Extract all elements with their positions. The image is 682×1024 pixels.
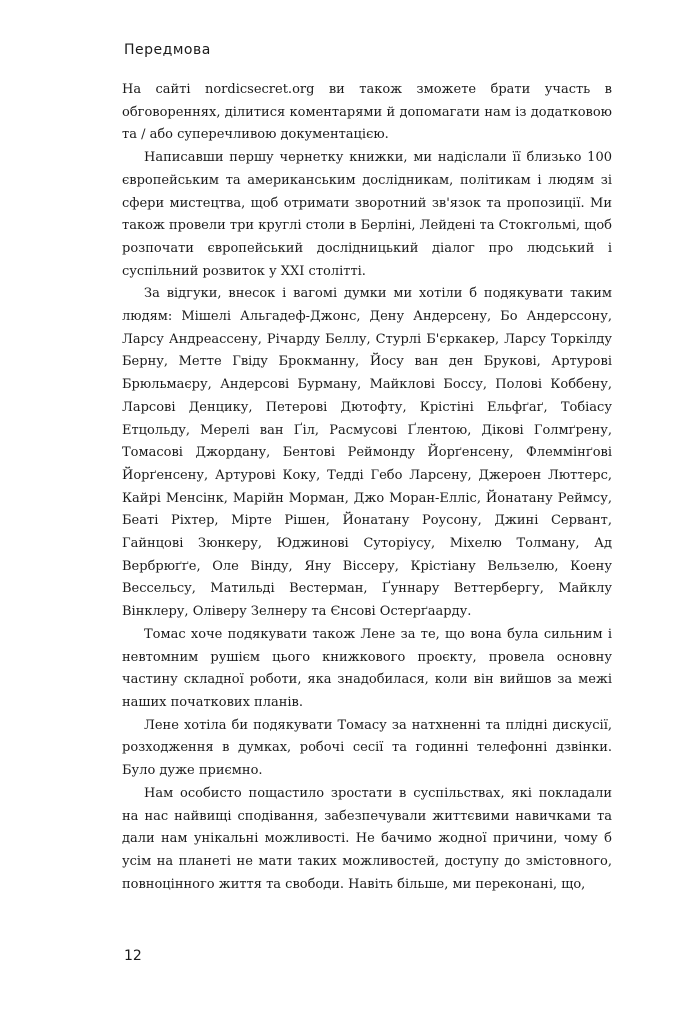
running-head: Передмова [124,42,211,58]
paragraph: За відгуки, внесок і вагомі думки ми хотіли б подякувати таким людям: Мішелі Альгадеф-Джонс, Дену Андерсену, Бо Андерссону, Ларсу Андреассену, Річарду Беллу, Стурлі Б'єркакер, Ларсу Торкілду Берну, Метте Гвіду Брокманну, Йосу ван ден Брукові, Артурові Брюльмаєру, Андерсові Бурману, Майклові Боссу, Полові Коббену, Ларсові Денцику, Петерові Дютофту, Крістіні Ельфґаґ, Тобіасу Етцольду, Мерелі ван Ґіл, Расмусові Ґлентою, Дікові Голмґрену, Томасові Джордану, Бентові Реймонду Йорґенсену, Флеммінґові Йорґенсену, Артурові Коку, Тедді Гебо Ларсену, Джероен Люттерс, Кайрі Менсінк, Марійн Морман, Джо Моран-Елліс, Йонатану Реймсу, Беаті Ріхтер, Мірте Рішен, Йонатану Роусону, Джині Сервант, Гайнцові Зюнкеру, Юджинові Суторіусу, Міхелю Толману, Ад Вербрюґґе, Оле Вінду, Яну Віссеру, Крістіану Вельзелю, Коену Вессельсу, Матильді Вестерман, Ґуннару Веттербергу, Майклу Вінклеру, Оліверу Зелнеру та Єнсові Остерґаарду. [122,286,612,620]
paragraph: Написавши першу чернетку книжки, ми надіслали її близько 100 європейським та американським дослідникам, політикам і людям зі сфери мистецтва, щоб отримати зворотний зв'язок та пропозиції. Ми також провели три круглі столи в Берліні, Лейдені та Стокгольмі, щоб розпочати європейський дослідницький діалог про людський і суспільний розвиток у XXI столітті. [122,150,612,279]
paragraph: Томас хоче подякувати також Лене за те, що вона була сильним і невтомним рушієм цього книжкового проєкту, провела основну частину складної роботи, яка знадобилася, коли він вийшов за межі наших початкових планів. [122,626,612,710]
body-text [122,79,612,896]
paragraph: Лене хотіла би подякувати Томасу за натхненні та плідні дискусії, розходження в думках, робочі сесії та годинні телефонні дзвінки. Було дуже приємно. [122,717,612,779]
paragraph: На сайті nordicsecret.org ви також зможете брати участь в обговореннях, ділитися коментарями й допомагати нам із додатковою та / або суперечливою документацією. [122,82,612,143]
paragraph: Нам особисто пощастило зростати в суспільствах, які покладали на нас найвищі сподівання, забезпечували життєвими навичками та дали нам унікальні можливості. Не бачимо жодної причини, чому б усім на планеті не мати таких можливостей, доступу до змістовного, повноцінного життя та свободи. Навіть більше, ми переконані, що, [122,785,612,892]
page-number: 12 [124,948,142,964]
